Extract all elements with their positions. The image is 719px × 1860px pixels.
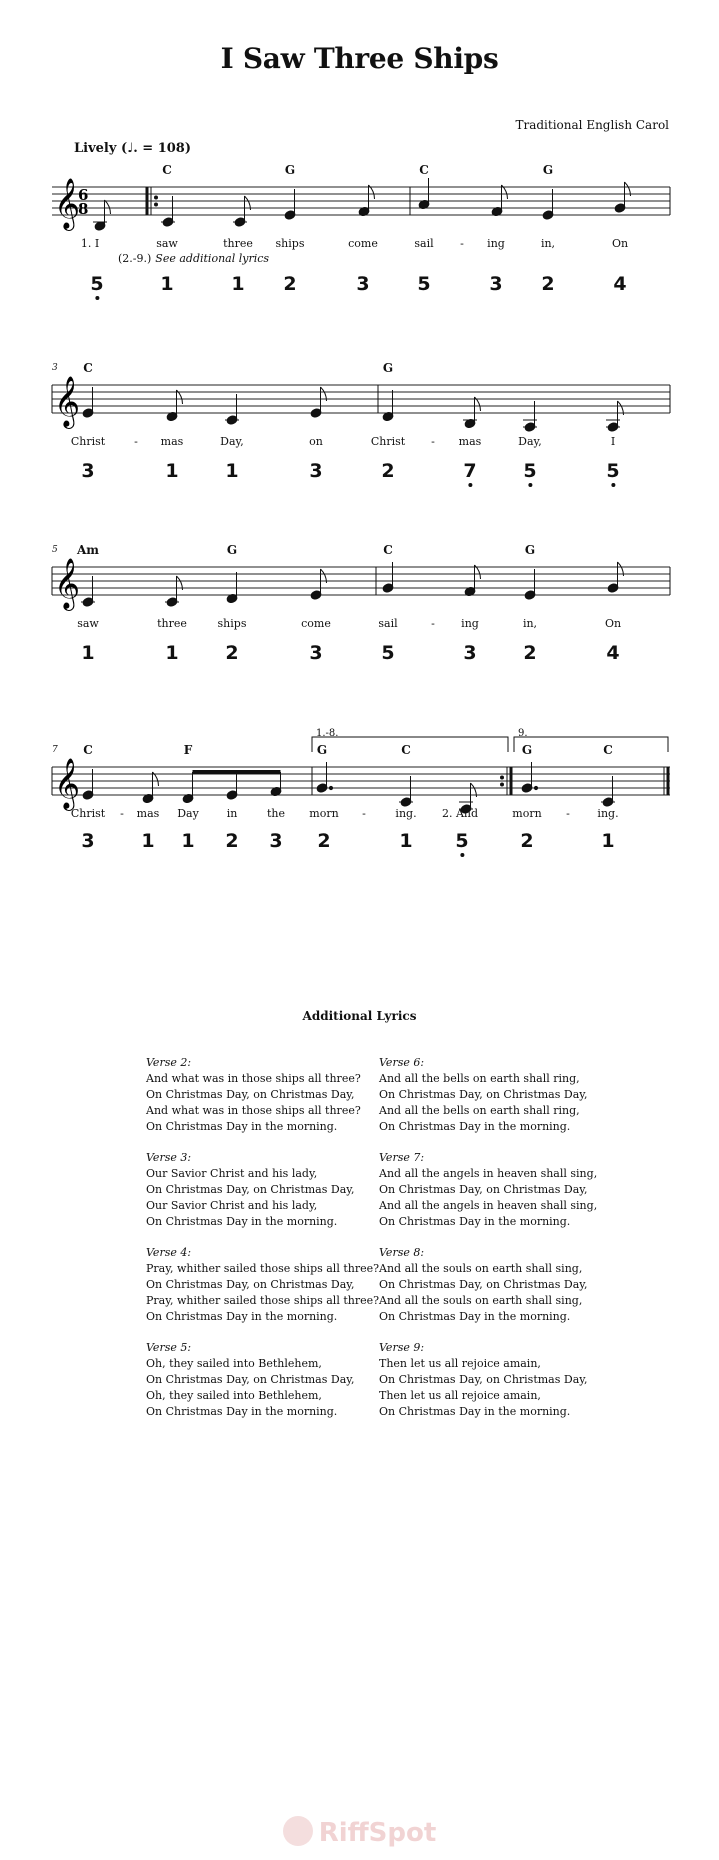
chord-symbol: C	[603, 743, 613, 757]
verse-block: Verse 7: And all the angels in heaven shall sing, On Christmas Day, on Christmas Day, And all the angels in heaven shall sing, On Christmas Day in the morning.	[379, 1151, 598, 1228]
lyric-syllable: the	[266, 807, 286, 820]
scale-degree: 1	[601, 830, 615, 852]
lyric-syllable: come	[348, 237, 378, 250]
scale-degree: 4	[613, 273, 627, 295]
see-lyrics-note: See additional lyrics	[155, 252, 270, 265]
measure-number: 3	[52, 363, 58, 373]
lyric-syllable: I	[610, 435, 616, 448]
lyric-syllable: in	[226, 807, 238, 820]
staff-system-1	[0, 160, 719, 310]
lyric-syllable: mas	[160, 435, 184, 448]
lyric-syllable: Christ	[70, 435, 106, 448]
guitar-pick-icon	[283, 1816, 313, 1846]
chord-symbol: C	[383, 543, 393, 557]
chord-symbol: C	[401, 743, 411, 757]
scale-degree: 1	[231, 273, 245, 295]
lyric-syllable: mas	[458, 435, 482, 448]
lyric-syllable: 2. And	[441, 807, 479, 820]
staff-system-4	[0, 722, 719, 872]
scale-degree: 2	[225, 830, 239, 852]
scale-degree: 1	[165, 642, 179, 664]
measure-number: 7	[52, 745, 58, 755]
lyric-syllable: ing	[487, 237, 505, 250]
tempo-label: Lively	[74, 141, 117, 156]
scale-degree: 2	[523, 642, 537, 664]
song-title: I Saw Three Ships	[220, 42, 499, 75]
lyric-syllable: ing.	[597, 807, 619, 820]
lyric-syllable: On	[611, 237, 629, 250]
lyric-syllable: sail	[378, 617, 398, 630]
lyric-syllable: Day,	[220, 435, 244, 448]
lyric-syllable: Day,	[518, 435, 542, 448]
scale-degree: 1	[181, 830, 195, 852]
lyric-syllable: sail	[414, 237, 434, 250]
chord-symbol: C	[83, 743, 93, 757]
lyric-syllable: in,	[540, 237, 556, 250]
scale-degree: 4	[606, 642, 620, 664]
lyric-syllable: three	[157, 617, 187, 630]
chord-symbol: G	[542, 163, 554, 177]
scale-degree: 5	[90, 273, 103, 295]
lyric-syllable: ing.	[395, 807, 417, 820]
scale-degree: 3	[81, 830, 95, 852]
lyric-syllable: morn	[512, 807, 542, 820]
chord-symbol: G	[316, 743, 328, 757]
chord-symbol: C	[419, 163, 429, 177]
chord-symbol: Am	[76, 543, 100, 557]
treble-clef-icon: 𝄞	[54, 758, 81, 809]
verse-range: (2.-9.)	[118, 252, 152, 265]
scale-degree: 1	[165, 460, 179, 482]
lyric-hyphen: -	[134, 435, 138, 448]
verse-block: Verse 3: Our Savior Christ and his lady, On Christmas Day, on Christmas Day, Our Savior Christ and his lady, On Christmas Day in the morning.	[146, 1151, 355, 1228]
scale-degree: 1	[81, 642, 95, 664]
lyric-hyphen: -	[431, 435, 435, 448]
scale-degree: 2	[520, 830, 534, 852]
lyric-hyphen: -	[362, 807, 366, 820]
verse-block: Verse 4: Pray, whither sailed those ships all three? On Christmas Day, on Christmas Day, Pray, whither sailed those ships all three? On Christmas Day in the morning.	[146, 1246, 380, 1323]
staff-system-3	[0, 540, 719, 690]
additional-lyrics-title: Additional Lyrics	[302, 1009, 417, 1023]
chord-symbol: G	[284, 163, 296, 177]
note	[226, 772, 238, 800]
chord-symbol: C	[162, 163, 172, 177]
scale-degree: 3	[463, 642, 477, 664]
scale-degree: 5	[455, 830, 468, 852]
scale-degree: 2	[541, 273, 555, 295]
riffspot-logo[interactable]	[0, 1818, 719, 1849]
scale-degree: 3	[309, 460, 323, 482]
scale-degree: 5	[381, 642, 395, 664]
chord-symbol: F	[183, 743, 193, 757]
scale-degree: 1	[160, 273, 174, 295]
tempo-marking	[74, 141, 191, 156]
scale-degree: 1	[399, 830, 413, 852]
scale-degree: 3	[489, 273, 503, 295]
scale-degree: 3	[356, 273, 370, 295]
scale-degree: 3	[81, 460, 95, 482]
lyric-hyphen: -	[460, 237, 464, 250]
scale-degree: 2	[225, 642, 239, 664]
verse-block: Verse 6: And all the bells on earth shall ring, On Christmas Day, on Christmas Day, And all the bells on earth shall ring, On Christmas Day in the morning.	[379, 1056, 588, 1133]
lyric-hyphen: -	[566, 807, 570, 820]
lyric-syllable: morn	[309, 807, 339, 820]
chord-symbol: G	[382, 361, 394, 375]
lyric-syllable: ships	[275, 237, 305, 250]
lyric-syllable: on	[309, 435, 323, 448]
note	[270, 772, 282, 797]
chord-symbol: G	[521, 743, 533, 757]
time-sig-top: 6	[78, 186, 89, 204]
lyric-syllable: come	[301, 617, 331, 630]
measure-number: 5	[52, 545, 58, 555]
lyric-syllable: in,	[522, 617, 538, 630]
scale-degree: 5	[606, 460, 619, 482]
scale-degree: 5	[417, 273, 431, 295]
tempo-note-icon: (♩.	[120, 141, 138, 156]
chord-symbol: G	[226, 543, 238, 557]
scale-degree: 3	[309, 642, 323, 664]
verse-block: Verse 9: Then let us all rejoice amain, On Christmas Day, on Christmas Day, Then let us all rejoice amain, On Christmas Day in the morning.	[379, 1341, 588, 1418]
scale-degree: 5	[523, 460, 536, 482]
lyric-syllable: On	[604, 617, 622, 630]
lyric-syllable: ships	[217, 617, 247, 630]
verse-block: Verse 5: Oh, they sailed into Bethlehem, On Christmas Day, on Christmas Day, Oh, they sailed into Bethlehem, On Christmas Day in the morning.	[146, 1341, 355, 1418]
additional-verses-note	[118, 252, 269, 265]
scale-degree: 2	[317, 830, 331, 852]
lyric-syllable: three	[223, 237, 253, 250]
verse-block: Verse 2: And what was in those ships all three? On Christmas Day, on Christmas Day, And what was in those ships all three? On Christmas Day in the morning.	[146, 1056, 361, 1133]
staff-3-notation	[0, 540, 719, 690]
chord-symbol: C	[83, 361, 93, 375]
lyric-syllable: 1. I	[80, 237, 100, 250]
lyric-hyphen: -	[431, 617, 435, 630]
time-sig-bottom: 8	[78, 200, 89, 218]
scale-degree: 7	[463, 460, 476, 482]
chord-symbol: G	[524, 543, 536, 557]
lyric-syllable: Christ	[370, 435, 406, 448]
lyric-syllable: mas	[136, 807, 160, 820]
treble-clef-icon: 𝄞	[54, 558, 81, 609]
treble-clef-icon: 𝄞	[54, 376, 81, 427]
scale-degree: 3	[269, 830, 283, 852]
tempo-value: = 108)	[142, 141, 191, 156]
lyric-syllable: saw	[77, 617, 99, 630]
lyric-syllable: saw	[156, 237, 178, 250]
volta-2-label: 9.	[518, 728, 528, 739]
lyric-syllable: ing	[461, 617, 479, 630]
lyric-syllable: Day	[177, 807, 199, 820]
scale-degree: 1	[141, 830, 155, 852]
verse-block: Verse 8: And all the souls on earth shall sing, On Christmas Day, on Christmas Day, And all the souls on earth shall sing, On Christmas Day in the morning.	[379, 1246, 588, 1323]
lyric-syllable: Christ	[70, 807, 106, 820]
note	[93, 200, 111, 231]
brand-name: RiffSpot	[318, 1818, 437, 1848]
staff-system-2	[0, 358, 719, 508]
scale-degree: 2	[283, 273, 297, 295]
treble-clef-icon: 𝄞	[54, 178, 81, 229]
lyric-hyphen: -	[120, 807, 124, 820]
volta-brackets	[312, 737, 668, 752]
composer-credit: Traditional English Carol	[515, 118, 669, 132]
volta-1-label: 1.-8.	[316, 728, 339, 739]
scale-degree: 2	[381, 460, 395, 482]
scale-degree: 1	[225, 460, 239, 482]
